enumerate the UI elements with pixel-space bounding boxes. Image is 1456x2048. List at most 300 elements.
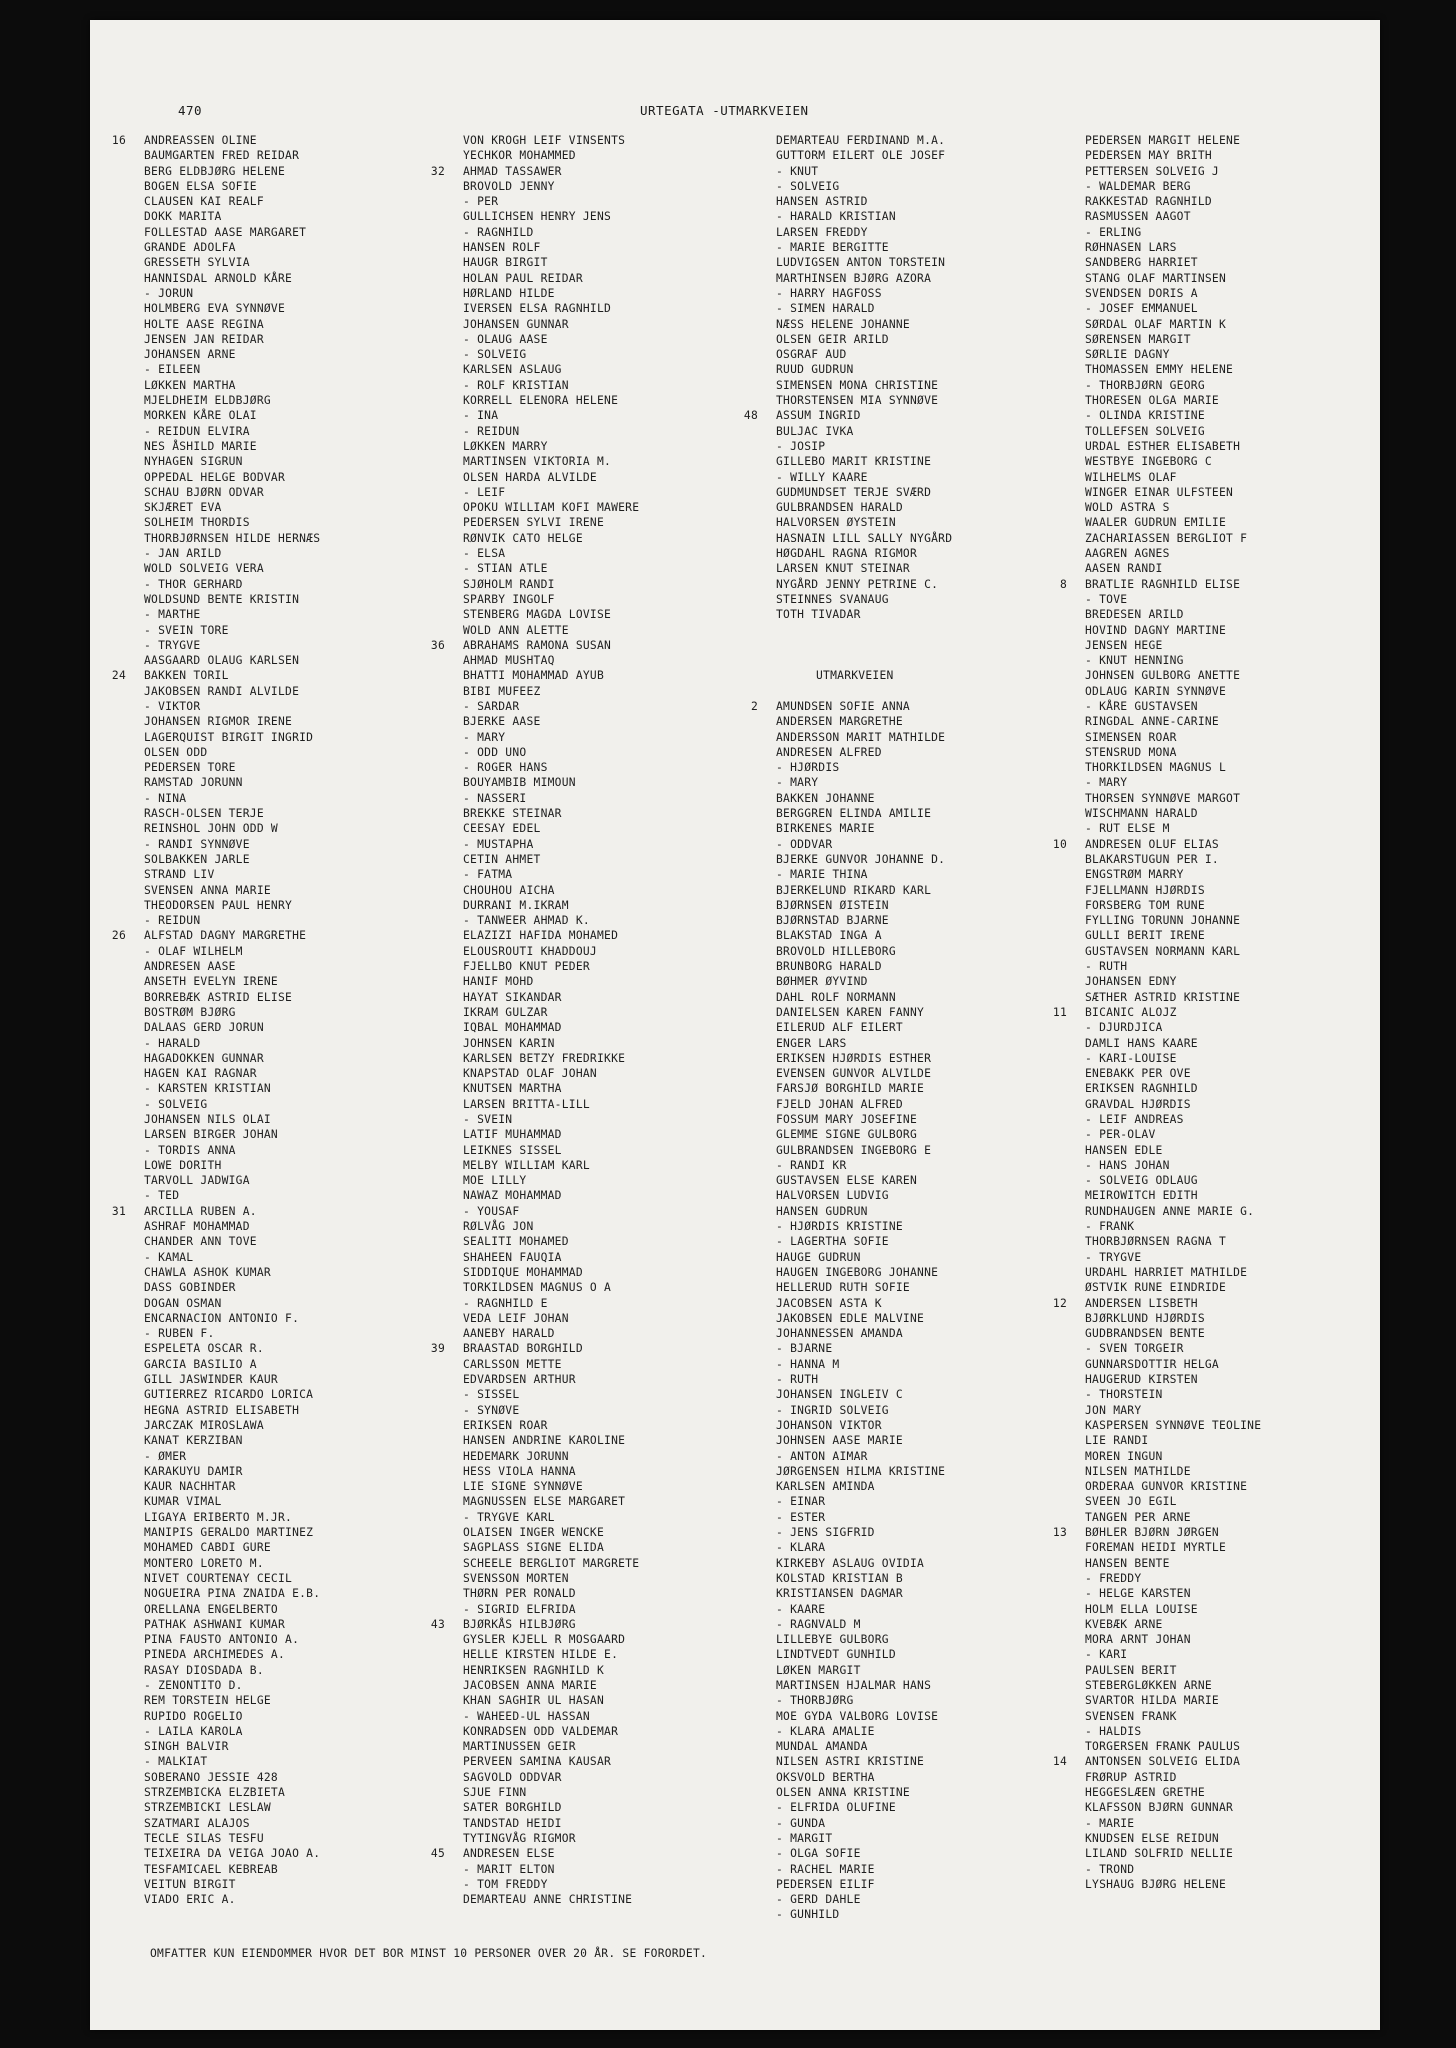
- resident-name: RØLVÅG JON: [463, 1220, 534, 1234]
- resident-entry: [1085, 1647, 1261, 1662]
- resident-name: ENGER LARS: [776, 1036, 847, 1050]
- resident-entry: [1085, 821, 1261, 836]
- resident-name: - INA: [463, 409, 499, 423]
- resident-name: SØRENSEN MARGIT: [1085, 332, 1191, 346]
- resident-name: BIBI MUFEEZ: [463, 684, 541, 698]
- resident-name: ELOUSROUTI KHADDOUJ: [463, 944, 597, 958]
- resident-entry: [776, 577, 952, 592]
- resident-entry: [463, 1250, 639, 1265]
- resident-name: IVERSEN ELSA RAGNHILD: [463, 302, 612, 316]
- resident-entry: [776, 531, 952, 546]
- resident-name: - SVEIN: [463, 1113, 513, 1126]
- resident-entry: [144, 1311, 320, 1326]
- resident-entry: [1052, 1296, 1261, 1311]
- resident-name: LØKKEN MARRY: [463, 439, 548, 453]
- resident-entry: [463, 1632, 639, 1647]
- resident-entry: [1085, 775, 1261, 790]
- resident-name: - MARIT ELTON: [463, 1862, 555, 1876]
- resident-entry: [776, 179, 952, 194]
- resident-name: STANG OLAF MARTINSEN: [1085, 271, 1227, 285]
- resident-name: - SIGRID ELFRIDA: [463, 1602, 576, 1616]
- resident-name: RINGDAL ANNE-CARINE: [1085, 715, 1219, 729]
- resident-name: TORGERSEN FRANK PAULUS: [1085, 1740, 1241, 1754]
- resident-name: PETTERSEN SOLVEIG J: [1085, 164, 1219, 178]
- resident-name: FOREMAN HEIDI MYRTLE: [1085, 1541, 1227, 1555]
- resident-entry: [776, 607, 952, 622]
- resident-entry: [144, 1005, 320, 1020]
- resident-entry: [1085, 1770, 1261, 1785]
- resident-entry: [1085, 913, 1261, 928]
- resident-entry: [776, 133, 952, 148]
- resident-name: BRUNBORG HARALD: [776, 960, 882, 974]
- resident-entry: [1085, 546, 1261, 561]
- resident-name: MARTHINSEN BJØRG AZORA: [776, 271, 932, 285]
- resident-entry: [463, 561, 639, 576]
- resident-entry: [1085, 485, 1261, 500]
- resident-entry: [463, 883, 639, 898]
- resident-name: URDAL ESTHER ELISABETH: [1085, 439, 1241, 453]
- resident-name: FOSSUM MARY JOSEFINE: [776, 1113, 918, 1126]
- resident-name: ANDRESEN OLUF ELIAS: [1085, 837, 1219, 851]
- resident-name: ASSUM INGRID: [776, 409, 861, 423]
- resident-entry: [776, 271, 952, 286]
- resident-name: - HJØRDIS KRISTINE: [776, 1220, 903, 1234]
- resident-entry: [1085, 1433, 1261, 1448]
- resident-entry: [1085, 928, 1261, 943]
- resident-name: - HELGE KARSTEN: [1085, 1587, 1191, 1601]
- resident-entry: [1085, 1724, 1261, 1739]
- resident-name: RUNDHAUGEN ANNE MARIE G.: [1085, 1204, 1255, 1218]
- resident-entry: [463, 607, 639, 622]
- resident-entry: [144, 1602, 320, 1617]
- resident-name: - WAHEED-UL HASSAN: [463, 1709, 590, 1723]
- resident-name: ANDRESEN ALFRED: [776, 745, 882, 759]
- resident-entry: [776, 1647, 952, 1662]
- resident-name: - SOLVEIG: [144, 1097, 208, 1111]
- resident-entry: [776, 913, 952, 928]
- resident-entry: [463, 1709, 639, 1724]
- resident-name: SOLHEIM THORDIS: [144, 516, 250, 530]
- resident-name: SJUE FINN: [463, 1786, 527, 1800]
- resident-name: LØKKEN MARTHA: [144, 378, 236, 392]
- resident-name: - KARI: [1085, 1648, 1128, 1662]
- house-number: 45: [430, 1847, 445, 1861]
- resident-entry: [776, 1005, 952, 1020]
- resident-entry: [144, 730, 320, 745]
- resident-name: ALFSTAD DAGNY MARGRETHE: [144, 929, 307, 943]
- resident-name: STENBERG MAGDA LOVISE: [463, 608, 612, 622]
- resident-name: SKJÆRET EVA: [144, 501, 222, 515]
- resident-entry: [776, 638, 952, 653]
- resident-entry: [1085, 699, 1261, 714]
- resident-name: - RAGNVALD M: [776, 1617, 861, 1631]
- resident-name: - TORDIS ANNA: [144, 1143, 236, 1157]
- resident-name: KONRADSEN ODD VALDEMAR: [463, 1724, 619, 1738]
- resident-name: JACOBSEN ANNA MARIE: [463, 1678, 597, 1692]
- resident-name: SVENDSEN DORIS A: [1085, 286, 1198, 300]
- resident-name: PEDERSEN MARGIT HELENE: [1085, 134, 1241, 147]
- resident-entry: [144, 561, 320, 576]
- resident-name: JOHANSEN RIGMOR IRENE: [144, 715, 293, 729]
- resident-name: - WILLY KAARE: [776, 470, 868, 484]
- resident-entry: [776, 1433, 952, 1448]
- resident-entry: [1085, 164, 1261, 179]
- resident-entry: [144, 1877, 320, 1892]
- resident-name: HANNISDAL ARNOLD KÅRE: [144, 271, 293, 285]
- resident-name: ZACHARIASSEN BERGLIOT F: [1085, 531, 1248, 545]
- resident-entry: [776, 1494, 952, 1509]
- resident-entry: [1085, 959, 1261, 974]
- resident-entry: [463, 1173, 639, 1188]
- resident-name: ERIKSEN ROAR: [463, 1418, 548, 1432]
- resident-entry: [1085, 332, 1261, 347]
- resident-entry: [776, 209, 952, 224]
- resident-entry: [776, 791, 952, 806]
- resident-name: KARLSEN ASLAUG: [463, 363, 562, 377]
- resident-name: ANSETH EVELYN IRENE: [144, 975, 278, 989]
- resident-name: - ROGER HANS: [463, 761, 548, 775]
- resident-entry: [1085, 1372, 1261, 1387]
- resident-entry: [144, 852, 320, 867]
- resident-entry: [1085, 791, 1261, 806]
- resident-name: DAMLI HANS KAARE: [1085, 1036, 1198, 1050]
- resident-name: JOHANSEN INGLEIV C: [776, 1388, 903, 1402]
- resident-name: - ØMER: [144, 1449, 187, 1463]
- resident-entry: [144, 1770, 320, 1785]
- resident-name: STRAND LIV: [144, 868, 215, 882]
- resident-entry: [776, 745, 952, 760]
- resident-entry: [776, 684, 952, 699]
- resident-name: LARSEN KNUT STEINAR: [776, 562, 910, 576]
- resident-name: SAGPLASS SIGNE ELIDA: [463, 1541, 605, 1555]
- resident-name: MANIPIS GERALDO MARTINEZ: [144, 1526, 314, 1540]
- resident-entry: [1085, 730, 1261, 745]
- resident-entry: [144, 1097, 320, 1112]
- resident-entry: [463, 1892, 639, 1907]
- resident-entry: [1085, 1127, 1261, 1142]
- resident-entry: [776, 393, 952, 408]
- resident-entry: [776, 898, 952, 913]
- resident-entry: [463, 806, 639, 821]
- resident-entry: [1052, 1005, 1261, 1020]
- resident-name: ELAZIZI HAFIDA MOHAMED: [463, 929, 619, 943]
- resident-entry: [1085, 1403, 1261, 1418]
- resident-entry: [463, 1081, 639, 1096]
- resident-name: GRAVDAL HJØRDIS: [1085, 1097, 1191, 1111]
- resident-name: - SVEN TORGEIR: [1085, 1342, 1184, 1356]
- resident-entry: [144, 1709, 320, 1724]
- house-number: 48: [743, 409, 758, 423]
- resident-entry: [1085, 454, 1261, 469]
- resident-name: JARCZAK MIROSLAWA: [144, 1418, 264, 1432]
- resident-name: REINSHOL JOHN ODD W: [144, 822, 278, 836]
- resident-entry: [144, 974, 320, 989]
- resident-name: KASPERSEN SYNNØVE TEOLINE: [1085, 1418, 1262, 1432]
- resident-entry: [776, 1051, 952, 1066]
- resident-name: OLSEN ANNA KRISTINE: [776, 1786, 910, 1800]
- resident-name: HAYAT SIKANDAR: [463, 990, 562, 1004]
- resident-entry: [463, 1418, 639, 1433]
- resident-entry: [144, 1020, 320, 1035]
- resident-entry: [1085, 1234, 1261, 1249]
- resident-entry: [463, 1571, 639, 1586]
- resident-entry: [463, 928, 639, 943]
- resident-name: - ODDVAR: [776, 837, 833, 851]
- resident-entry: [144, 1556, 320, 1571]
- resident-name: SCHEELE BERGLIOT MARGRETE: [463, 1556, 640, 1570]
- resident-entry: [776, 806, 952, 821]
- resident-name: AHMAD MUSHTAQ: [463, 654, 555, 668]
- resident-entry: [144, 546, 320, 561]
- resident-name: - JOSEF EMMANUEL: [1085, 302, 1198, 316]
- resident-entry: [776, 1127, 952, 1142]
- resident-name: LIE SIGNE SYNNØVE: [463, 1480, 583, 1494]
- resident-name: PEDERSEN EILIF: [776, 1877, 875, 1891]
- resident-entry: [144, 1387, 320, 1402]
- resident-entry: [776, 760, 952, 775]
- resident-entry: [776, 1387, 952, 1402]
- resident-name: - RACHEL MARIE: [776, 1862, 875, 1876]
- resident-name: DEMARTEAU ANNE CHRISTINE: [463, 1893, 633, 1907]
- resident-entry: [144, 179, 320, 194]
- resident-entry: [144, 1173, 320, 1188]
- resident-entry: [144, 1647, 320, 1662]
- resident-entry: [144, 1892, 320, 1907]
- resident-name: BRATLIE RAGNHILD ELISE: [1085, 577, 1241, 591]
- resident-name: GUTIERREZ RICARDO LORICA: [144, 1388, 314, 1402]
- resident-entry: [776, 1219, 952, 1234]
- resident-entry: [1085, 1785, 1261, 1800]
- resident-entry: [144, 286, 320, 301]
- resident-entry: [463, 1372, 639, 1387]
- resident-name: KRISTIANSEN DAGMAR: [776, 1587, 903, 1601]
- resident-entry: [776, 1525, 952, 1540]
- resident-entry: [111, 133, 320, 148]
- resident-entry: [463, 1754, 639, 1769]
- resident-name: WILHELMS OLAF: [1085, 470, 1177, 484]
- resident-entry: [776, 332, 952, 347]
- resident-entry: [111, 1204, 320, 1219]
- resident-name: STENSRUD MONA: [1085, 745, 1177, 759]
- resident-name: KNAPSTAD OLAF JOHAN: [463, 1067, 597, 1081]
- resident-name: LAGERQUIST BIRGIT INGRID: [144, 730, 314, 744]
- resident-name: - EILEEN: [144, 363, 201, 377]
- resident-entry: [776, 546, 952, 561]
- resident-entry: [111, 928, 320, 943]
- resident-name: - HARRY HAGFOSS: [776, 286, 882, 300]
- resident-name: SIDDIQUE MOHAMMAD: [463, 1265, 583, 1279]
- resident-entry: [743, 408, 952, 423]
- resident-entry: [144, 531, 320, 546]
- resident-entry: [463, 653, 639, 668]
- resident-entry: [1085, 133, 1261, 148]
- resident-entry: [1085, 684, 1261, 699]
- resident-entry: [144, 1280, 320, 1295]
- resident-name: - KAMAL: [144, 1250, 194, 1264]
- resident-name: WESTBYE INGEBORG C: [1085, 455, 1212, 469]
- resident-entry: [463, 454, 639, 469]
- resident-entry: [1085, 1693, 1261, 1708]
- resident-name: IKRAM GULZAR: [463, 1005, 548, 1019]
- resident-entry: [463, 1280, 639, 1295]
- resident-entry: [144, 1188, 320, 1203]
- resident-name: WAALER GUDRUN EMILIE: [1085, 516, 1227, 530]
- resident-entry: [776, 852, 952, 867]
- resident-entry: [144, 1449, 320, 1464]
- resident-name: - HALDIS: [1085, 1724, 1142, 1738]
- resident-entry: [776, 1862, 952, 1877]
- resident-name: TYTINGVÅG RIGMOR: [463, 1831, 576, 1845]
- resident-entry: [463, 1647, 639, 1662]
- resident-entry: [776, 1464, 952, 1479]
- resident-entry: [776, 1418, 952, 1433]
- resident-entry: [144, 1036, 320, 1051]
- resident-name: - RAGNHILD E: [463, 1296, 548, 1310]
- resident-entry: [1085, 1709, 1261, 1724]
- resident-entry: [144, 607, 320, 622]
- resident-entry: [776, 1020, 952, 1035]
- resident-name: THORSEN SYNNØVE MARGOT: [1085, 791, 1241, 805]
- resident-entry: [463, 1204, 639, 1219]
- resident-entry: [1085, 852, 1261, 867]
- resident-name: JOHANSEN NILS OLAI: [144, 1113, 271, 1126]
- resident-name: GUNNARSDOTTIR HELGA: [1085, 1357, 1219, 1371]
- resident-entry: [144, 515, 320, 530]
- resident-entry: [776, 148, 952, 163]
- resident-entry: [776, 286, 952, 301]
- resident-name: BROVOLD JENNY: [463, 179, 555, 193]
- listing-column-3: [743, 133, 953, 1923]
- resident-name: BØHLER BJØRN JØRGEN: [1085, 1526, 1219, 1540]
- resident-entry: [144, 638, 320, 653]
- resident-name: GUTTORM EILERT OLE JOSEF: [776, 149, 946, 163]
- resident-name: ANDERSSON MARIT MATHILDE: [776, 730, 946, 744]
- resident-entry: [776, 1556, 952, 1571]
- resident-name: REM TORSTEIN HELGE: [144, 1694, 271, 1708]
- resident-name: ORELLANA ENGELBERTO: [144, 1602, 278, 1616]
- resident-name: - KLARA: [776, 1541, 826, 1555]
- house-number: 16: [111, 134, 126, 147]
- resident-name: - MARIE: [1085, 1816, 1135, 1830]
- resident-entry: [463, 1800, 639, 1815]
- resident-name: HEGGESLÆEN GRETHE: [1085, 1786, 1205, 1800]
- resident-entry: [1085, 1188, 1261, 1203]
- resident-entry: [1085, 1387, 1261, 1402]
- resident-entry: [776, 1097, 952, 1112]
- resident-entry: [144, 1678, 320, 1693]
- resident-name: - ANTON AIMAR: [776, 1449, 868, 1463]
- resident-name: OLSEN ODD: [144, 745, 208, 759]
- resident-name: - RUTH: [776, 1373, 819, 1387]
- resident-name: NOGUEIRA PINA ZNAIDA E.B.: [144, 1587, 321, 1601]
- street-section-heading: [776, 668, 952, 683]
- resident-name: BOGEN ELSA SOFIE: [144, 179, 257, 193]
- resident-name: VON KROGH LEIF VINSENTS: [463, 134, 626, 147]
- resident-name: - OLAF WILHELM: [144, 944, 243, 958]
- resident-entry: [463, 1296, 639, 1311]
- resident-entry: [144, 684, 320, 699]
- resident-entry: [463, 837, 639, 852]
- resident-name: WOLD ANN ALETTE: [463, 623, 569, 637]
- resident-entry: [144, 653, 320, 668]
- resident-entry: [776, 1800, 952, 1815]
- resident-name: - ESTER: [776, 1510, 826, 1524]
- resident-name: - JENS SIGFRID: [776, 1526, 875, 1540]
- resident-entry: [1085, 531, 1261, 546]
- resident-entry: [144, 1479, 320, 1494]
- resident-entry: [463, 531, 639, 546]
- resident-name: DANIELSEN KAREN FANNY: [776, 1005, 925, 1019]
- resident-name: JØRGENSEN HILMA KRISTINE: [776, 1464, 946, 1478]
- resident-entry: [1085, 1571, 1261, 1586]
- resident-name: - TED: [144, 1189, 180, 1203]
- resident-name: HAUGR BIRGIT: [463, 256, 548, 270]
- resident-entry: [463, 623, 639, 638]
- resident-name: - RUT ELSE M: [1085, 822, 1170, 836]
- resident-entry: [776, 1173, 952, 1188]
- resident-entry: [1085, 1250, 1261, 1265]
- resident-entry: [463, 1602, 639, 1617]
- resident-name: - KAARE: [776, 1602, 826, 1616]
- resident-entry: [776, 1036, 952, 1051]
- resident-entry: [144, 1341, 320, 1356]
- resident-name: GILLEBO MARIT KRISTINE: [776, 455, 932, 469]
- resident-name: HANSEN BENTE: [1085, 1556, 1170, 1570]
- resident-entry: [144, 1158, 320, 1173]
- resident-name: PERVEEN SAMINA KAUSAR: [463, 1755, 612, 1769]
- resident-name: - GERD DAHLE: [776, 1893, 861, 1907]
- house-number: 31: [111, 1204, 126, 1218]
- resident-name: - TOM FREDDY: [463, 1877, 548, 1891]
- resident-name: JOHANSEN ARNE: [144, 348, 236, 362]
- resident-name: GULLI BERIT IRENE: [1085, 929, 1205, 943]
- resident-entry: [463, 1097, 639, 1112]
- resident-entry: [776, 1479, 952, 1494]
- resident-entry: [144, 775, 320, 790]
- resident-name: DURRANI M.IKRAM: [463, 898, 569, 912]
- resident-name: LARSEN FREDDY: [776, 225, 868, 239]
- resident-name: TOLLEFSEN SOLVEIG: [1085, 424, 1205, 438]
- resident-name: - LEIF ANDREAS: [1085, 1113, 1184, 1126]
- resident-entry: [1085, 1265, 1261, 1280]
- resident-name: VEITUN BIRGIT: [144, 1877, 236, 1891]
- resident-name: - WALDEMAR BERG: [1085, 179, 1191, 193]
- resident-entry: [463, 760, 639, 775]
- resident-entry: [776, 1449, 952, 1464]
- resident-entry: [1085, 286, 1261, 301]
- resident-name: TEIXEIRA DA VEIGA JOAO A.: [144, 1847, 321, 1861]
- resident-name: - THORSTEIN: [1085, 1388, 1163, 1402]
- resident-entry: [144, 1800, 320, 1815]
- resident-entry: [1085, 714, 1261, 729]
- resident-name: JOHNSEN GULBORG ANETTE: [1085, 669, 1241, 683]
- resident-name: ERIKSEN RAGNHILD: [1085, 1082, 1198, 1096]
- resident-entry: [776, 194, 952, 209]
- resident-entry: [1085, 806, 1261, 821]
- resident-name: - HANNA M: [776, 1357, 840, 1371]
- resident-entry: [776, 1754, 952, 1769]
- resident-entry: [430, 1617, 639, 1632]
- resident-entry: [463, 852, 639, 867]
- resident-name: - SOLVEIG: [463, 348, 527, 362]
- resident-entry: [463, 791, 639, 806]
- resident-entry: [1085, 255, 1261, 270]
- resident-entry: [776, 1188, 952, 1203]
- resident-name: THORBJØRNSEN RAGNA T: [1085, 1235, 1227, 1249]
- resident-name: - SARDAR: [463, 699, 520, 713]
- resident-entry: [144, 1112, 320, 1127]
- resident-name: - INGRID SOLVEIG: [776, 1403, 889, 1417]
